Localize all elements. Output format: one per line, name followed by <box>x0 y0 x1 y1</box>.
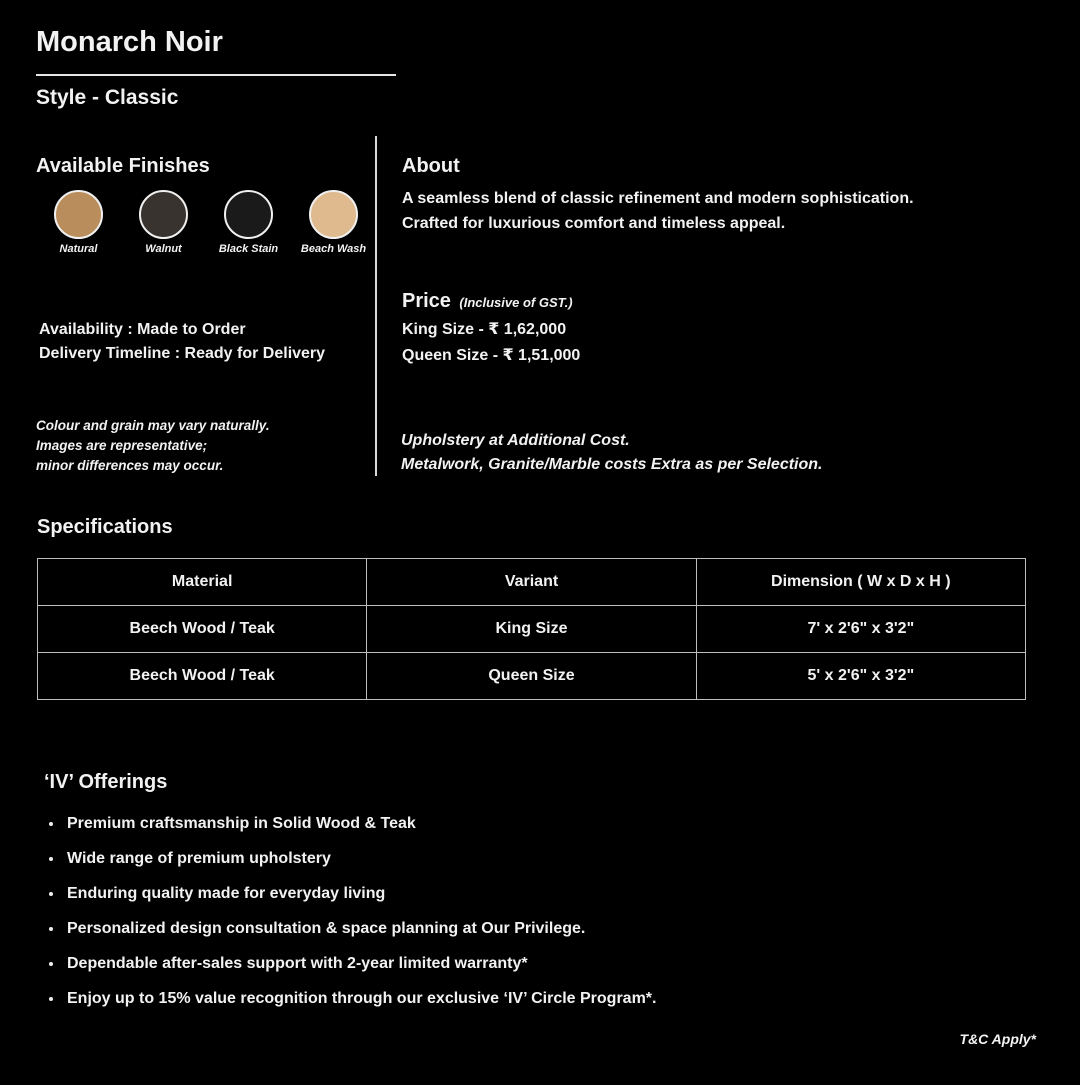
finish-label: Walnut <box>145 243 182 255</box>
column-header: Dimension ( W x D x H ) <box>696 559 1025 606</box>
vertical-divider <box>375 136 377 476</box>
finish-color-walnut <box>139 190 188 239</box>
about-line: A seamless blend of classic refinement and modern sophistication. <box>402 190 914 207</box>
offering-text: Dependable after-sales support with 2-year limited warranty* <box>67 954 528 972</box>
about-text <box>402 186 914 236</box>
offerings-heading: ‘IV’ Offerings <box>44 771 168 793</box>
disclaimer <box>36 416 270 476</box>
price-heading: Price <box>402 290 451 312</box>
finish-label: Black Stain <box>218 243 279 255</box>
offering-text: Personalized design consultation & space planning at Our Privilege. <box>67 919 586 937</box>
list-item <box>37 911 656 946</box>
specifications-table <box>37 558 1026 700</box>
offering-text: Premium craftsmanship in Solid Wood & Teak <box>67 814 416 832</box>
table-header-row <box>38 559 1026 606</box>
price-king: King Size - ₹ 1,62,000 <box>402 321 567 338</box>
list-item <box>37 806 656 841</box>
product-title: Monarch Noir <box>36 26 223 58</box>
column-header: Material <box>38 559 367 606</box>
table-cell: 5' x 2'6" x 3'2" <box>696 653 1025 700</box>
finish-swatch[interactable] <box>206 190 291 255</box>
offering-text: Wide range of premium upholstery <box>67 849 331 867</box>
about-line: Crafted for luxurious comfort and timeless appeal. <box>402 215 786 232</box>
title-divider <box>36 74 396 76</box>
finishes-heading: Available Finishes <box>36 155 210 177</box>
table-cell: 7' x 2'6" x 3'2" <box>696 606 1025 653</box>
table-cell: Beech Wood / Teak <box>38 653 367 700</box>
availability-text: Availability : Made to Order <box>39 321 246 338</box>
table-cell: King Size <box>367 606 696 653</box>
table-row <box>38 653 1026 700</box>
list-item <box>37 841 656 876</box>
table-cell: Beech Wood / Teak <box>38 606 367 653</box>
finish-color-black-stain <box>224 190 273 239</box>
bullet-icon <box>49 927 53 931</box>
offering-text: Enduring quality made for everyday living <box>67 884 386 902</box>
bullet-icon <box>49 892 53 896</box>
availability-info <box>39 318 369 366</box>
list-item <box>37 981 656 1016</box>
list-item <box>37 946 656 981</box>
finish-swatch[interactable] <box>291 190 376 255</box>
disclaimer-line: minor differences may occur. <box>36 458 224 473</box>
bullet-icon <box>49 962 53 966</box>
offerings-list <box>37 806 656 1016</box>
extra-cost-line: Upholstery at Additional Cost. <box>401 432 630 449</box>
bullet-icon <box>49 997 53 1001</box>
finish-color-natural <box>54 190 103 239</box>
bullet-icon <box>49 822 53 826</box>
bullet-icon <box>49 857 53 861</box>
extra-costs <box>401 429 822 477</box>
finish-swatches <box>36 190 376 255</box>
delivery-timeline-text: Delivery Timeline : Ready for Delivery <box>39 345 326 362</box>
table-row <box>38 606 1026 653</box>
column-header: Variant <box>367 559 696 606</box>
about-heading: About <box>402 155 460 177</box>
finish-color-beach-wash <box>309 190 358 239</box>
finish-swatch[interactable] <box>36 190 121 255</box>
table-cell: Queen Size <box>367 653 696 700</box>
price-queen: Queen Size - ₹ 1,51,000 <box>402 347 581 364</box>
offering-text: Enjoy up to 15% value recognition through our exclusive ‘IV’ Circle Program*. <box>67 989 657 1007</box>
finish-label: Natural <box>59 243 98 255</box>
terms-note: T&C Apply* <box>959 1031 1036 1047</box>
specifications-heading: Specifications <box>37 516 173 538</box>
finish-swatch[interactable] <box>121 190 206 255</box>
extra-cost-line: Metalwork, Granite/Marble costs Extra as per Selection. <box>401 456 823 473</box>
style-label: Style - Classic <box>36 86 179 109</box>
list-item <box>37 876 656 911</box>
price-block <box>402 290 580 369</box>
finish-label: Beach Wash <box>300 243 367 255</box>
price-note: (Inclusive of GST.) <box>459 295 573 310</box>
disclaimer-line: Colour and grain may vary naturally. <box>36 418 270 433</box>
disclaimer-line: Images are representative; <box>36 438 208 453</box>
